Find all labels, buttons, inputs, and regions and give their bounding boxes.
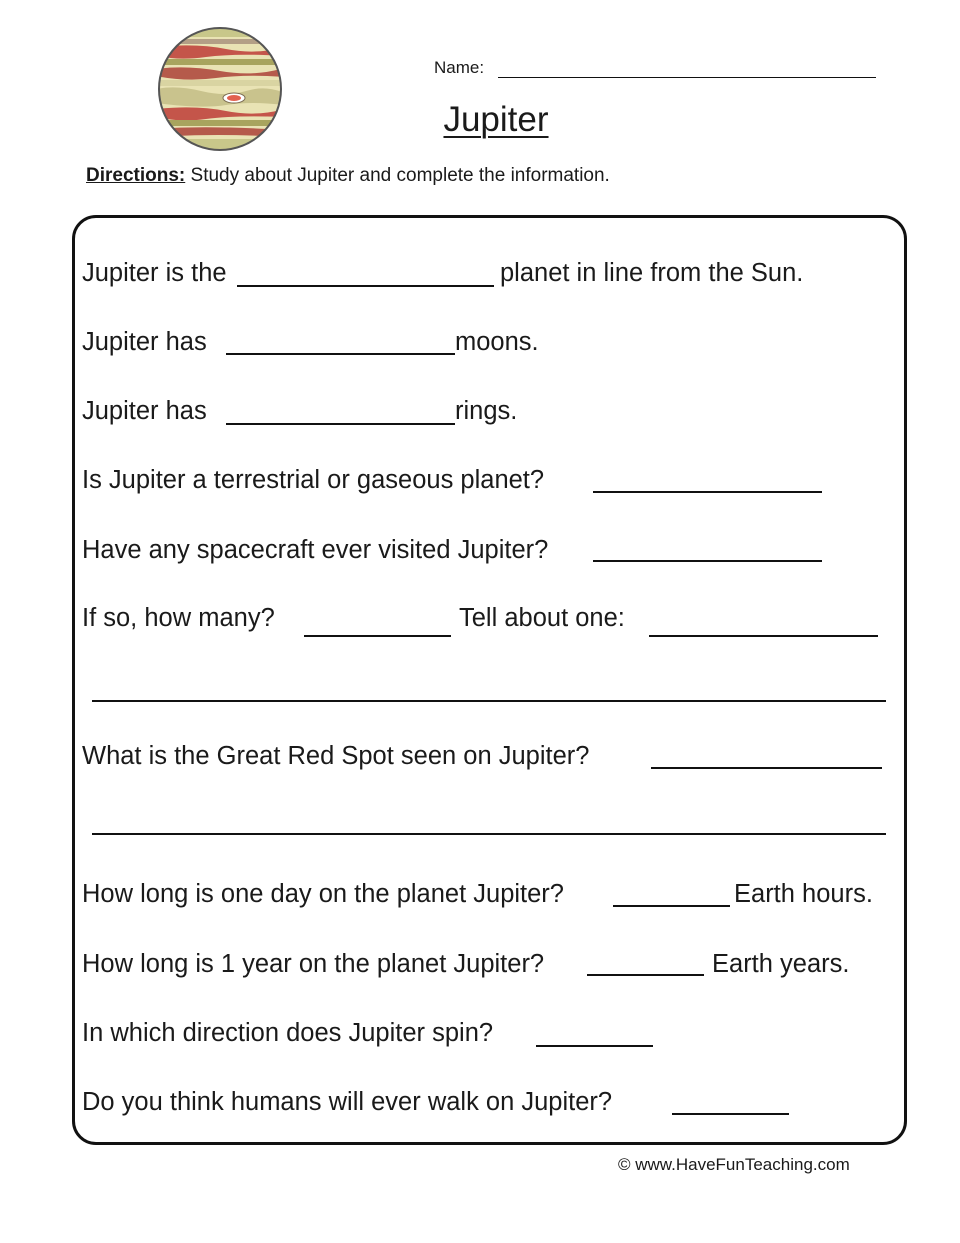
answer-blank-6b[interactable] — [649, 635, 878, 637]
answer-blank-1[interactable] — [237, 285, 494, 287]
directions-text: Study about Jupiter and complete the information. — [190, 165, 610, 186]
answer-blank-5[interactable] — [593, 560, 822, 562]
question-2-prefix: Jupiter has — [82, 328, 207, 356]
question-3-suffix: rings. — [455, 397, 518, 425]
page-title: Jupiter — [443, 100, 549, 139]
copyright: © www.HaveFunTeaching.com — [618, 1155, 850, 1174]
question-9-prefix: How long is 1 year on the planet Jupiter? — [82, 950, 545, 978]
answer-blank-7a[interactable] — [651, 767, 882, 769]
directions-label: Directions: — [86, 165, 186, 186]
answer-blank-2[interactable] — [226, 353, 455, 355]
answer-line-6c[interactable] — [92, 700, 886, 702]
question-3-prefix: Jupiter has — [82, 397, 207, 425]
answer-blank-11[interactable] — [672, 1113, 789, 1115]
question-5: Have any spacecraft ever visited Jupiter? — [82, 536, 549, 564]
question-8-suffix: Earth hours. — [734, 880, 873, 908]
answer-blank-10[interactable] — [536, 1045, 653, 1047]
question-10: In which direction does Jupiter spin? — [82, 1019, 494, 1047]
question-7: What is the Great Red Spot seen on Jupiter? — [82, 742, 590, 770]
question-1-prefix: Jupiter is the — [82, 259, 227, 287]
question-6-suffix: Tell about one: — [459, 604, 625, 632]
directions — [86, 165, 610, 187]
question-2-suffix: moons. — [455, 328, 539, 356]
question-1-suffix: planet in line from the Sun. — [500, 259, 804, 287]
answer-blank-3[interactable] — [226, 423, 455, 425]
name-label: Name: — [434, 58, 485, 77]
answer-blank-6a[interactable] — [304, 635, 451, 637]
question-9-suffix: Earth years. — [712, 950, 850, 978]
question-8-prefix: How long is one day on the planet Jupiter? — [82, 880, 564, 908]
answer-blank-4[interactable] — [593, 491, 822, 493]
question-11: Do you think humans will ever walk on Jupiter? — [82, 1088, 613, 1116]
answer-line-7b[interactable] — [92, 833, 886, 835]
answer-blank-8[interactable] — [613, 905, 730, 907]
answer-blank-9[interactable] — [587, 974, 704, 976]
name-field[interactable] — [498, 77, 876, 78]
question-6-prefix: If so, how many? — [82, 604, 275, 632]
question-4: Is Jupiter a terrestrial or gaseous planet? — [82, 466, 545, 494]
